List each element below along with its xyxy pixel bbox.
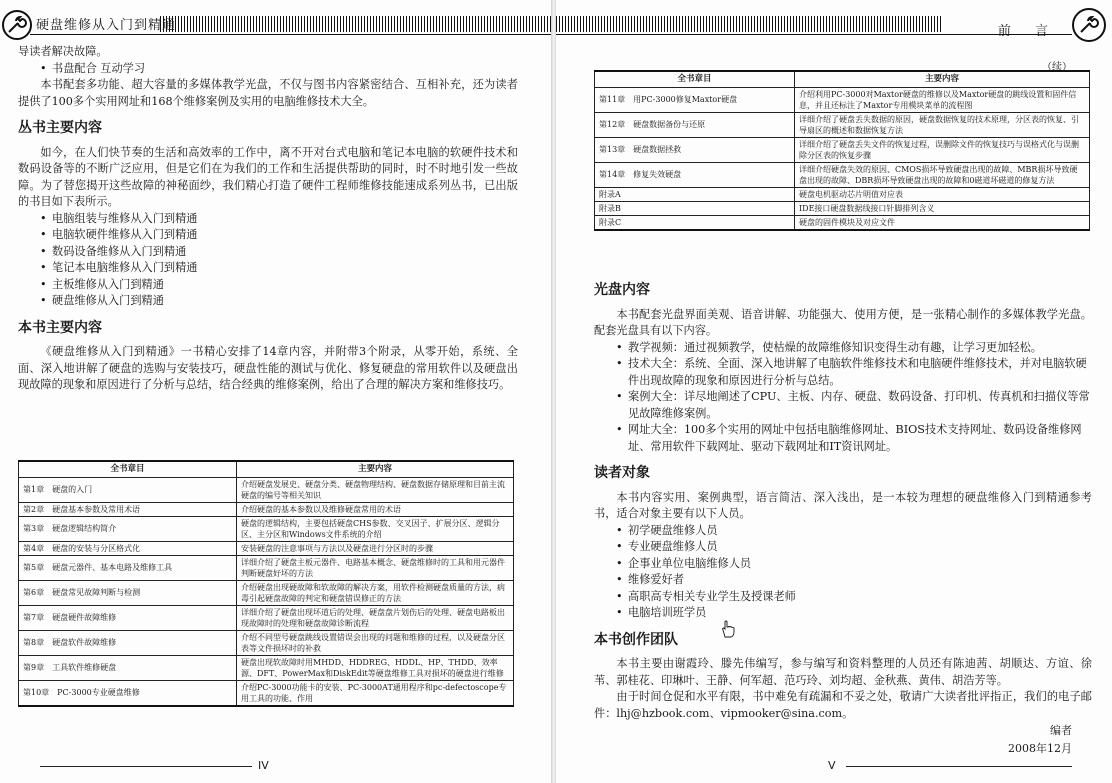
header-stripe-bar (160, 16, 552, 32)
table-cell-content: 介绍硬盘的基本参数以及维修硬盘常用的术语 (237, 502, 514, 516)
list-item: • 书盘配合 互动学习 (40, 61, 518, 78)
preface-date: 2008年12月 (1008, 742, 1072, 755)
chapter-table-left (18, 460, 514, 707)
table-row (19, 605, 514, 630)
right-page (556, 0, 1112, 783)
table-cell-chapter: 附录C (595, 215, 795, 230)
page-number: IV (258, 759, 269, 772)
section-heading-disc: 光盘内容 (594, 282, 650, 298)
list-item: • 电脑软硬件维修从入门到精通 (40, 227, 518, 244)
right-running-header (556, 14, 1112, 39)
table-cell-content: 介绍硬盘发展史、硬盘分类、硬盘物理结构、硬盘数据存储原理和目前主流硬盘的编号等相关知识 (237, 477, 514, 502)
intro-line: 导读者解决故障。 (18, 45, 108, 58)
table-cell-chapter: 附录B (595, 201, 795, 215)
col-header-chapter: 全书章目 (595, 71, 795, 87)
list-item: • 数码设备维修从入门到精通 (40, 244, 518, 261)
list-item: • 网址大全：100多个实用的网址中包括电脑维修网址、BIOS技术支持网址、数码设备维修网址、常用软件下载网址、驱动下载网址和IT资讯网址。 (616, 422, 1092, 455)
readers-paragraph: 本书内容实用、案例典型，语言简洁、深入浅出，是一本较为理想的硬盘维修入门到精通参考书，适合对象主要有以下人员。 (594, 490, 1092, 520)
table-row (19, 680, 514, 706)
table-header-row (19, 461, 514, 477)
table-cell-content: 详细介绍了硬盘主板元器件、电路基本概念、硬盘维修时的工具和用元器件判断硬盘好坏的方法 (237, 555, 514, 580)
book-paragraph: 《硬盘维修从入门到精通》一书精心安排了14章内容，并附带3个附录，从零开始，系统、全面、深入地讲解了硬盘的选购与安装技巧，硬盘性能的测试与优化、修复硬盘的常用软件以及硬盘出现故障的现象和原因进行了分析与总结，结合经典的维修案例，给出了合理的解决方案和维修技巧。 (18, 345, 518, 391)
table-cell-chapter: 第11章 用PC-3000修复Maxtor硬盘 (595, 87, 795, 112)
col-header-content: 主要内容 (237, 461, 514, 477)
table-cell-chapter: 第10章 PC-3000专业硬盘维修 (19, 680, 237, 706)
section-heading-team: 本书创作团队 (594, 631, 678, 648)
table-header-row (595, 71, 1090, 87)
section-heading-series: 丛书主要内容 (18, 120, 102, 136)
chapter-table-right (594, 70, 1090, 231)
table-row (595, 87, 1090, 112)
table-cell-content: IDE接口硬盘数据线接口针脚排列含义 (795, 201, 1090, 215)
table-row (19, 655, 514, 680)
header-stripe-bar (556, 16, 942, 32)
list-item: • 电脑培训班学员 (616, 605, 1092, 622)
table-continued-label: （续） (1042, 62, 1072, 73)
list-item: • 笔记本电脑维修从入门到精通 (40, 260, 518, 277)
disc-paragraph: 本书配套光盘界面美观、语音讲解、功能强大、使用方便，是一张精心制作的多媒体教学光盘。配套光盘具有以下内容。 (594, 307, 1092, 337)
list-item: • 高职高专相关专业学生及授课老师 (616, 589, 1092, 606)
interactive-bullet-list (18, 61, 518, 78)
table-cell-content: 详细介绍硬盘失效的原因、CMOS损坏导致硬盘出现的故障、MBR损坏导致硬盘出现的故障、DBR损坏导致硬盘出现的故障和0磁道坏磁道的修复方法 (795, 162, 1090, 187)
header-section-title: 前 言 (997, 24, 1058, 39)
table-cell-content: 介绍硬盘出现硬故障和软故障的解决方案，用软件检测硬盘质量的方法，病毒引起硬盘故障的判定和硬盘错误修正的方法 (237, 580, 514, 605)
table-cell-content: 介绍PC-3000功能卡的安装、PC-3000AT通用程序和pc-defectoscope专用工具的功能、作用 (237, 680, 514, 706)
contact-paragraph: 由于时间仓促和水平有限，书中难免有疏漏和不妥之处，敬请广大读者批评指正，我们的电子邮件：lhj@hzbook.com、vipmooker@sina.com。 (594, 690, 1092, 720)
table-cell-chapter: 第8章 硬盘软件故障维修 (19, 630, 237, 655)
list-item: • 硬盘维修从入门到精通 (40, 293, 518, 310)
table-row (595, 201, 1090, 215)
table-cell-content: 详细介绍了硬盘丢失数据的原因，硬盘数据恢复的技术原理，分区表的恢复、引导扇区的概述和数据恢复方法 (795, 112, 1090, 137)
table-cell-content: 介绍利用PC-3000对Maxtor硬盘的维修以及Maxtor硬盘的跳线设置和固件信息，并且还标注了Maxtor专用模块菜单的流程图 (795, 87, 1090, 112)
table-row (19, 555, 514, 580)
series-list (18, 211, 518, 310)
table-row (19, 477, 514, 502)
table-cell-content: 硬盘的固件模块及对应文件 (795, 215, 1090, 230)
table-cell-content: 安装硬盘的注意事项与方法以及硬盘进行分区时的步骤 (237, 541, 514, 555)
table-cell-content: 详细介绍了硬盘丢失文件的恢复过程，误删除文件的恢复技巧与误格式化与误删除分区表的恢复步骤 (795, 137, 1090, 162)
left-footer (0, 759, 552, 773)
list-item: • 专业硬盘维修人员 (616, 539, 1092, 556)
right-footer (556, 759, 1112, 773)
wrench-logo-icon (1072, 8, 1106, 42)
list-item: • 技术大全：系统、全面、深入地讲解了电脑软件维修技术和电脑硬件维修技术，并对电脑软硬件出现故障的现象和原因进行分析与总结。 (616, 356, 1092, 389)
table-cell-chapter: 附录A (595, 187, 795, 201)
header-rule (556, 34, 1072, 35)
list-item: • 教学视频：通过视频教学，使枯燥的故障维修知识变得生动有趣，让学习更加轻松。 (616, 340, 1092, 357)
footer-rule (40, 766, 252, 767)
list-item: • 案例大全：详尽地阐述了CPU、主板、内存、硬盘、数码设备、打印机、传真机和扫描仪等常见故障维修案例。 (616, 389, 1092, 422)
wrench-logo-icon (2, 10, 32, 40)
right-body (594, 272, 1092, 722)
list-item: • 主板维修从入门到精通 (40, 277, 518, 294)
table-row (19, 580, 514, 605)
readers-list (594, 523, 1092, 622)
table-cell-chapter: 第6章 硬盘常见故障判断与检测 (19, 580, 237, 605)
table-cell-chapter: 第3章 硬盘逻辑结构简介 (19, 516, 237, 541)
table-row (19, 541, 514, 555)
footer-rule (846, 766, 1072, 767)
section-heading-book: 本书主要内容 (18, 319, 102, 336)
table-cell-chapter: 第12章 硬盘数据备份与还原 (595, 112, 795, 137)
table-row (19, 516, 514, 541)
section-heading-readers: 读者对象 (594, 465, 650, 481)
table-cell-chapter: 第4章 硬盘的安装与分区格式化 (19, 541, 237, 555)
table-cell-chapter: 第9章 工具软件维修硬盘 (19, 655, 237, 680)
page-number: V (828, 759, 836, 772)
list-item: • 电脑组装与维修从入门到精通 (40, 211, 518, 228)
series-paragraph: 如今，在人们快节奏的生活和高效率的工作中，离不开对台式电脑和笔记本电脑的软硬件技术和数码设备等的不断广泛应用，但是它们在为我们的工作和生活提供帮助的同时，时不时地引发一些故障。为了替您揭开这些故障的神秘面纱，我们精心打造了硬件工程师维修技能速成系列丛书，已出版的书目如下表所示。 (18, 145, 518, 208)
table-cell-content: 详细介绍了硬盘出现坏道后的处理、硬盘盘片划伤后的处理、硬盘电路板出现故障时的处理和硬盘故障诊断流程 (237, 605, 514, 630)
table-cell-chapter: 第2章 硬盘基本参数及常用术语 (19, 502, 237, 516)
table-row (595, 137, 1090, 162)
table-row (19, 630, 514, 655)
table-cell-content: 介绍不同型号硬盘跳线设置错误会出现的问题和维修的过程，以及硬盘分区表等文件损坏时的补救 (237, 630, 514, 655)
col-header-content: 主要内容 (795, 71, 1090, 87)
list-item: • 初学硬盘维修人员 (616, 523, 1092, 540)
table-cell-chapter: 第14章 修复失效硬盘 (595, 162, 795, 187)
table-cell-chapter: 第1章 硬盘的入门 (19, 477, 237, 502)
table-cell-content: 硬盘电机驱动芯片明值对应表 (795, 187, 1090, 201)
left-running-header (0, 14, 552, 36)
table-cell-chapter: 第5章 硬盘元器件、基本电路及维修工具 (19, 555, 237, 580)
list-item: • 维修爱好者 (616, 572, 1092, 589)
list-item: • 企事业单位电脑维修人员 (616, 556, 1092, 573)
table-row (595, 187, 1090, 201)
header-rule (30, 34, 552, 35)
col-header-chapter: 全书章目 (19, 461, 237, 477)
table-row (595, 162, 1090, 187)
disc-list (594, 340, 1092, 456)
left-page (0, 0, 552, 783)
table-row (595, 112, 1090, 137)
table-cell-chapter: 第7章 硬盘硬件故障维修 (19, 605, 237, 630)
header-book-title: 硬盘维修从入门到精通 (36, 18, 177, 33)
table-cell-chapter: 第13章 硬盘数据拯救 (595, 137, 795, 162)
table-row (595, 215, 1090, 230)
left-body (18, 44, 518, 394)
hand-cursor-icon (720, 620, 736, 638)
disc-paragraph: 本书配套多功能、超大容量的多媒体教学光盘，不仅与图书内容紧密结合、互相补充，还为读者提供了100多个实用网址和168个维修案例及实用的电脑维修技术大全。 (18, 78, 518, 108)
table-cell-content: 硬盘的逻辑结构，主要包括硬盘CHS参数、交叉因子、扩展分区、逻辑分区、主分区和Windows文件系统的介绍 (237, 516, 514, 541)
table-cell-content: 硬盘出现软故障时用MHDD、HDDREG、HDDL、HP、THDD、效率源、DFT、PowerMax和DiskEdit等硬盘维修工具对损坏的硬盘进行维修 (237, 655, 514, 680)
editor-signature: 编者 (1050, 724, 1072, 737)
table-row (19, 502, 514, 516)
team-paragraph: 本书主要由谢霞玲、滕先伟编写，参与编写和资料整理的人员还有陈迪茜、胡顺达、方谊、徐苇、郭桂花、印琳叶、王静、何军超、范巧玲、刘均超、金秋燕、黄伟、胡浩芳等。 (594, 657, 1092, 687)
